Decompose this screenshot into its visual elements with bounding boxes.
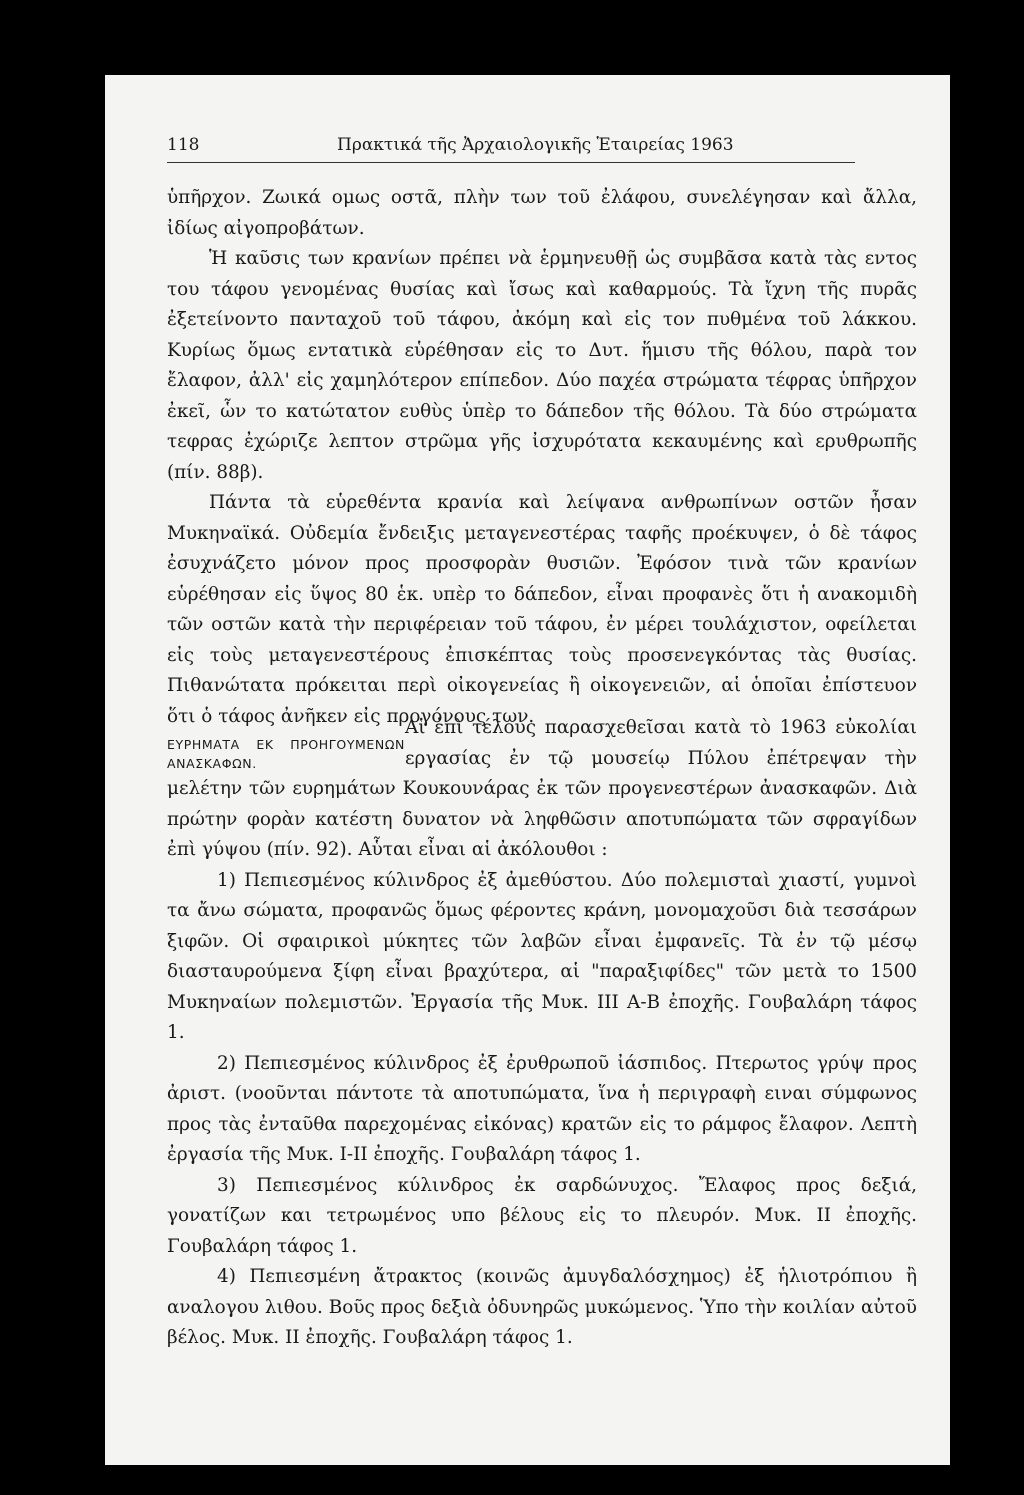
section-heading: ΕΥΡΗΜΑΤΑ ΕΚ ΠΡΟΗΓΟΥΜΕΝΩΝ ΑΝΑΣΚΑΦΩΝ.: [167, 737, 405, 771]
header-rule: [167, 162, 855, 163]
paragraph: Ἡ καῦσις των κρανίων πρέπει νὰ ἑρμηνευθῇ ὡς συμβᾶσα κατὰ τὰς εντος του τάφου γενομένας θυσίας καὶ ἴσως καὶ καθαρμούς. Τὰ ἴχνη τῆς πυρᾶς ἐξετείνοντο πανταχοῦ τοῦ τάφου, ἀκόμη καὶ εἰς τον πυθμένα τοῦ λάκκου. Κυρίως ὅμως εντατικὰ εὑρέθησαν εἰς το Δυτ. ἥμισυ τῆς θόλου, παρὰ τον ἔλαφον, ἀλλ' εἰς χαμηλότερον επίπεδον. Δύο παχέα στρώματα τέφρας ὑπῆρχον ἐκεῖ, ὧν το κατώτατον ευθὺς ὑπὲρ το δάπεδον τῆς θόλου. Τὰ δύο στρώματα τεφρας ἐχώριζε λεπτον στρῶμα γῆς ἰσχυρότατα κεκαυμένης καὶ ερυθρωπῆς (πίν. 88β).: [167, 248, 917, 483]
section-intro: Αἱ ἐπὶ τέλους παρασχεθεῖσαι κατὰ τὸ 1963 εὐκολίαι εργασίας ἐν τῷ μουσείῳ Πύλου ἐπέτρεψαν τὴν μελέτην τῶν ευρημάτων Κουκουνάρας ἐκ τῶν προγενεστέρων ἀνασκαφῶν. Διὰ πρώτην φορὰν κατέστη δυνατον νὰ ληφθῶσιν αποτυπώματα τῶν σφραγίδων ἐπὶ γύψου (πίν. 92). Αὗται εἶναι αἱ ἀκόλουθοι :: [167, 717, 917, 860]
page-number: 118: [167, 135, 200, 155]
paragraph: ὑπῆρχον. Ζωικά ομως οστᾶ, πλὴν των τοῦ ἐλάφου, συνελέγησαν καὶ ἄλλα, ἰδίως αἰγοπροβάτων.: [167, 187, 917, 239]
journal-page: [105, 75, 950, 1465]
running-title: Πρακτικά τῆς Ἀρχαιολογικῆς Ἑταιρείας 1963: [337, 135, 734, 155]
paragraph: Πάντα τὰ εὑρεθέντα κρανία καὶ λείψανα ανθρωπίνων οστῶν ἦσαν Μυκηναϊκά. Οὐδεμία ἔνδειξις μεταγενεστέρας ταφῆς προέκυψεν, ὁ δὲ τάφος ἐσυχνάζετο μόνον προς προσφορὰν θυσιῶν. Ἐφόσον τινὰ τῶν κρανίων εὑρέθησαν εἰς ὕψος 80 ἑκ. υπὲρ το δάπεδον, εἶναι προφανὲς ὅτι ἡ ανακομιδὴ τῶν οστῶν κατὰ τὴν περιφέρειαν τοῦ τάφου, ἐν μέρει τουλάχιστον, οφείλεται εἰς τοὺς μεταγενεστέρους ἐπισκέπτας τοὺς προσενεγκόντας τὰς θυσίας. Πιθανώτατα πρόκειται περὶ οἰκογενείας ἢ οἰκογενειῶν, αἱ ὁποῖαι ἐπίστευον ὅτι ὁ τάφος ἀνῆκεν εἰς προγόνους των.: [167, 492, 917, 727]
main-text: [167, 183, 917, 732]
running-header: [167, 135, 855, 165]
list-item: 2) Πεπιεσμένος κύλινδρος ἐξ ἐρυθρωποῦ ἰάσπιδος. Πτερωτος γρύψ προς ἀριστ. (νοοῦνται πάντοτε τὰ αποτυπώματα, ἵνα ἡ περιγραφὴ ειναι σύμφωνος προς τὰς ἐνταῦθα παρεχομένας εἰκόνας) κρατῶν εἰς το ράμφος ἔλαφον. Λεπτὴ ἐργασία τῆς Μυκ. Ι-ΙΙ ἐποχῆς. Γουβαλάρη τάφος 1.: [167, 1052, 917, 1165]
list-item: 4) Πεπιεσμένη ἄτρακτος (κοινῶς ἀμυγδαλόσχημος) ἐξ ἡλιοτρόπιου ἢ αναλογου λιθου. Βοῦς προς δεξιὰ ὀδυνηρῶς μυκώμενος. Ὑπο τὴν κοιλίαν αὐτοῦ βέλος. Μυκ. ΙΙ ἐποχῆς. Γουβαλάρη τάφος 1.: [167, 1266, 917, 1348]
list-item: 3) Πεπιεσμένος κύλινδρος ἐκ σαρδώνυχος. Ἔλαφος προς δεξιά, γονατίζων και τετρωμένος υπο βέλους εἰς το πλευρόν. Μυκ. ΙΙ ἐποχῆς. Γουβαλάρη τάφος 1.: [167, 1174, 917, 1257]
findings-section: [167, 713, 917, 1354]
list-item: 1) Πεπιεσμένος κύλινδρος ἐξ ἀμεθύστου. Δύο πολεμισταὶ χιαστί, γυμνοὶ τα ἄνω σώματα, προφανῶς ὅμως φέροντες κράνη, μονομαχοῦσι διὰ τεσσάρων ξιφῶν. Οἱ σφαιρικοὶ μύκητες τῶν λαβῶν εἶναι ἐμφανεῖς. Τὰ ἐν τῷ μέσῳ διασταυρούμενα ξίφη εἶναι βραχύτερα, αἱ "παραξιφίδες" τῶν μετὰ το 1500 Μυκηναίων πολεμιστῶν. Ἐργασία τῆς Μυκ. ΙΙΙ Α-Β ἐποχῆς. Γουβαλάρη τάφος 1.: [167, 869, 917, 1043]
